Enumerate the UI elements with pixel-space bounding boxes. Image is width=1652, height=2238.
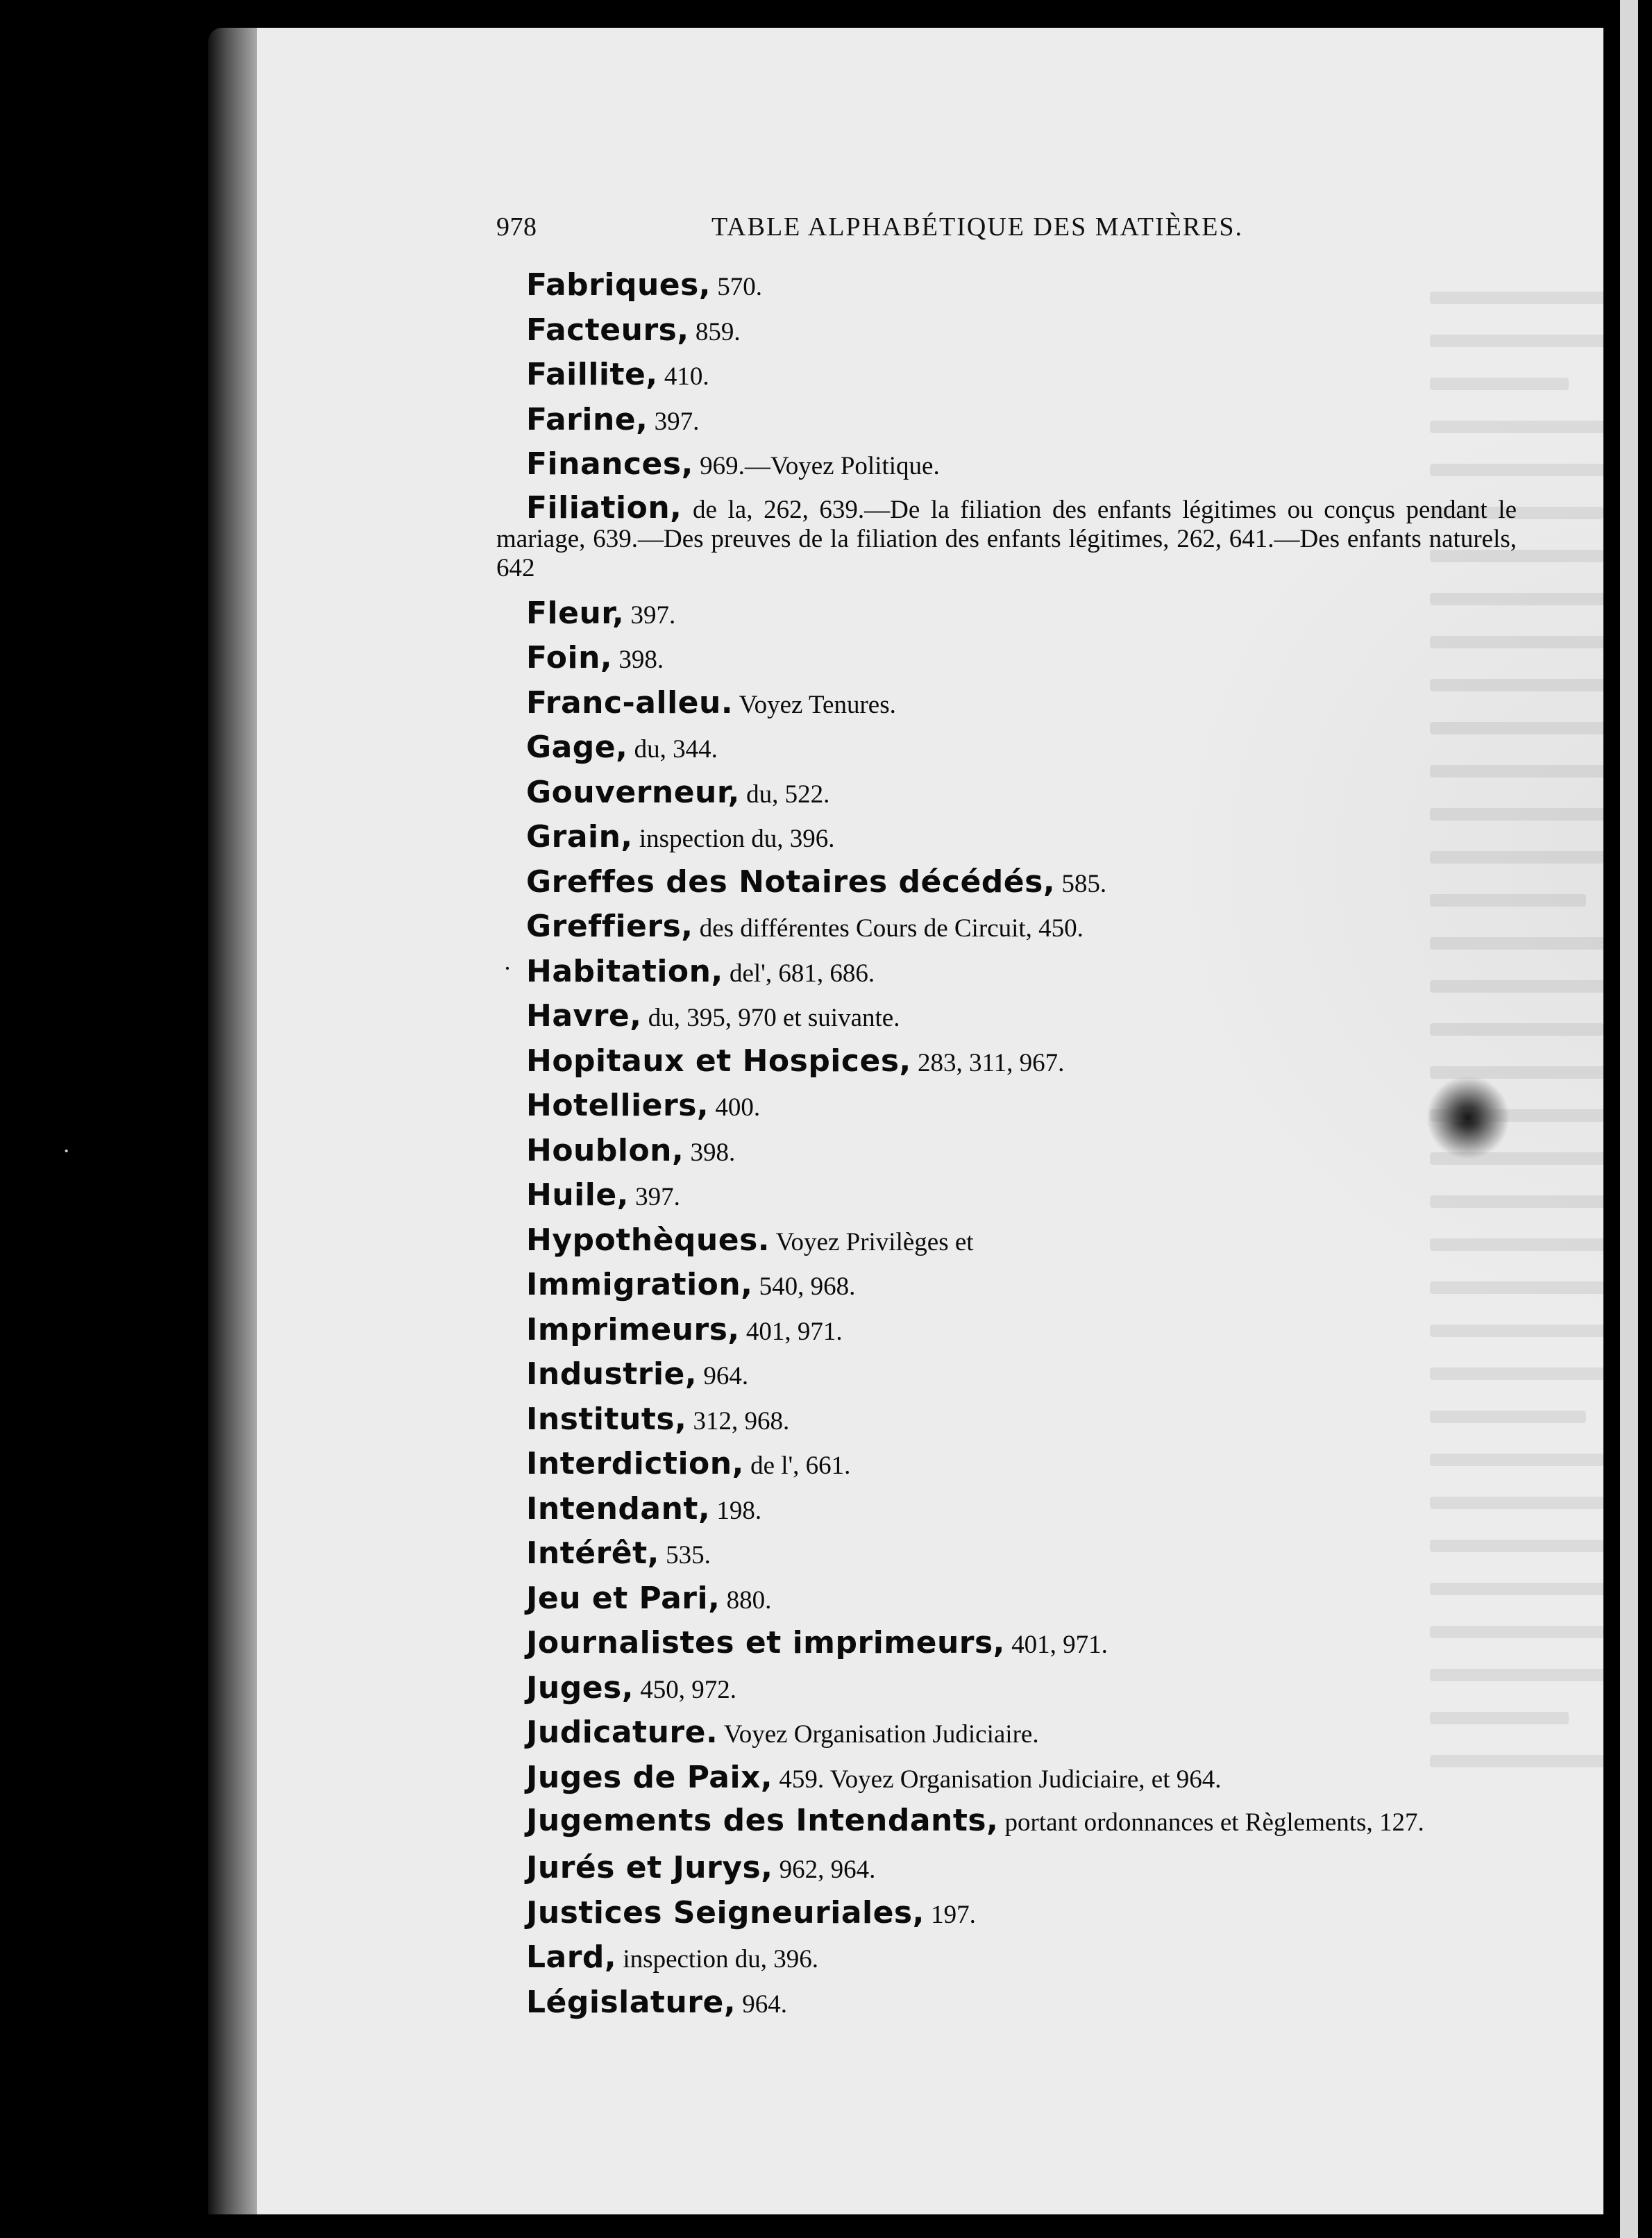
index-entry bbox=[496, 1174, 1517, 1219]
index-entry bbox=[496, 1398, 1517, 1443]
entry-pages: del', 681, 686. bbox=[723, 959, 875, 988]
index-entry bbox=[496, 1981, 1517, 2026]
entry-term: Fleur, bbox=[526, 595, 625, 631]
entry-pages: Voyez Privilèges et bbox=[770, 1227, 974, 1256]
entry-pages: 570. bbox=[711, 273, 763, 301]
entry-pages: 397. bbox=[648, 407, 700, 436]
entry-pages: 397. bbox=[624, 600, 676, 630]
entry-term: Facteurs, bbox=[526, 312, 689, 348]
index-entry bbox=[496, 1084, 1517, 1129]
entry-pages: Voyez Tenures. bbox=[733, 690, 896, 719]
entry-pages: 969.—Voyez Politique. bbox=[693, 452, 940, 480]
index-entry bbox=[496, 861, 1517, 906]
index-entry bbox=[496, 995, 1517, 1040]
entry-pages: du, 522. bbox=[739, 780, 830, 809]
index-entry bbox=[496, 488, 1517, 592]
entry-pages: inspection du, 396. bbox=[632, 825, 835, 853]
index-entry bbox=[496, 1488, 1517, 1533]
entry-pages: 535. bbox=[659, 1541, 711, 1570]
index-entry bbox=[496, 398, 1517, 444]
index-entry bbox=[496, 1711, 1517, 1756]
page-curl-edge bbox=[208, 28, 264, 2214]
entry-term: Jurés et Jurys, bbox=[526, 1850, 773, 1885]
entry-pages: portant ordonnances et Règlements, 127. bbox=[998, 1808, 1424, 1837]
index-entry bbox=[496, 443, 1517, 488]
index-entry bbox=[496, 1532, 1517, 1577]
index-entry bbox=[496, 726, 1517, 771]
index-entry bbox=[496, 1577, 1517, 1622]
entry-term: Instituts, bbox=[526, 1401, 687, 1437]
entry-term: Houblon, bbox=[526, 1132, 684, 1168]
next-page-edge bbox=[1620, 0, 1638, 2238]
entry-term: Gouverneur, bbox=[526, 774, 740, 810]
entry-term: Huile, bbox=[526, 1177, 629, 1213]
index-entry bbox=[496, 353, 1517, 398]
entry-term: Hotelliers, bbox=[526, 1088, 709, 1123]
entry-pages: 198. bbox=[710, 1496, 762, 1525]
entry-pages: 401, 971. bbox=[739, 1317, 843, 1346]
entry-term: Habitation, bbox=[526, 953, 723, 989]
margin-dot: · bbox=[503, 954, 512, 982]
page-number: 978 bbox=[496, 212, 537, 242]
entry-pages: 459. Voyez Organisation Judiciaire, et 964. bbox=[773, 1765, 1222, 1794]
entry-term: Journalistes et imprimeurs, bbox=[526, 1625, 1005, 1660]
index-entry bbox=[496, 771, 1517, 816]
index-entry bbox=[496, 1936, 1517, 1981]
entry-pages: 197. bbox=[924, 1900, 976, 1929]
index-entry bbox=[496, 637, 1517, 682]
scan-speck: · bbox=[62, 1138, 71, 1164]
index-entry bbox=[496, 905, 1517, 950]
entry-term: Farine, bbox=[526, 401, 648, 437]
entry-term: Intendant, bbox=[526, 1490, 711, 1526]
index-entry bbox=[496, 816, 1517, 861]
entry-term: Lard, bbox=[526, 1940, 617, 1975]
entry-pages: du, 344. bbox=[627, 735, 718, 764]
entry-term: Intérêt, bbox=[526, 1536, 659, 1571]
entry-term: Immigration, bbox=[526, 1267, 753, 1302]
index-entry bbox=[496, 1129, 1517, 1175]
index-entry bbox=[496, 309, 1517, 354]
index-entry bbox=[496, 1756, 1517, 1801]
index-entry bbox=[496, 1442, 1517, 1488]
entry-pages: des différentes Cours de Circuit, 450. bbox=[693, 914, 1084, 943]
index-entry bbox=[496, 1667, 1517, 1712]
entry-pages: 283, 311, 967. bbox=[911, 1048, 1065, 1077]
entry-term: Foin, bbox=[526, 640, 613, 675]
index-entry bbox=[496, 1263, 1517, 1309]
entry-term: Grain, bbox=[526, 819, 633, 855]
scan-left-margin bbox=[0, 0, 236, 2238]
entry-term: Greffiers, bbox=[526, 909, 693, 944]
entry-term: Finances, bbox=[526, 446, 693, 482]
entry-term: Législature, bbox=[526, 1984, 736, 2020]
entry-pages: de l', 661. bbox=[743, 1452, 851, 1480]
index-list bbox=[496, 264, 1517, 2026]
scan-right-margin bbox=[1603, 0, 1652, 2238]
entry-pages: 880. bbox=[720, 1585, 772, 1615]
entry-term: Fabriques, bbox=[526, 267, 711, 303]
entry-term: Gage, bbox=[526, 730, 628, 765]
entry-term: Jeu et Pari, bbox=[526, 1580, 720, 1616]
page-header bbox=[496, 212, 1326, 246]
index-entry bbox=[496, 592, 1517, 637]
index-entry bbox=[496, 1801, 1517, 1846]
index-entry bbox=[496, 1309, 1517, 1354]
entry-pages: 859. bbox=[689, 317, 741, 346]
entry-pages: 400. bbox=[709, 1093, 761, 1122]
entry-pages: 964. bbox=[697, 1362, 749, 1390]
entry-term: Justices Seigneuriales, bbox=[526, 1894, 925, 1930]
index-entry bbox=[496, 1622, 1517, 1667]
entry-pages: 312, 968. bbox=[686, 1406, 790, 1436]
entry-pages: de la, 262, 639.—De la filiation des enfants légitimes ou conçus pendant le mariage, 639.—Des preuves de la filiation des enfants légitimes, 262, 641.—Des enfants naturels, 642 bbox=[496, 495, 1517, 582]
entry-pages: 450, 972. bbox=[633, 1675, 736, 1704]
entry-term: Faillite, bbox=[526, 357, 658, 392]
entry-term: Franc-alleu. bbox=[526, 684, 734, 721]
entry-pages: 401, 971. bbox=[1004, 1631, 1108, 1659]
entry-pages: du, 395, 970 et suivante. bbox=[641, 1004, 900, 1032]
entry-term: Industrie, bbox=[526, 1356, 698, 1392]
entry-term: Havre, bbox=[526, 998, 642, 1034]
index-entry bbox=[496, 950, 1517, 995]
entry-term: Judicature. bbox=[526, 1715, 718, 1750]
entry-term: Hopitaux et Hospices, bbox=[526, 1043, 911, 1079]
entry-term: Juges, bbox=[526, 1669, 634, 1706]
entry-term: Jugements des Intendants, bbox=[526, 1803, 999, 1838]
entry-term: Filiation, bbox=[526, 489, 682, 525]
entry-pages: 410. bbox=[657, 362, 709, 391]
index-entry bbox=[496, 1040, 1517, 1085]
entry-pages: 585. bbox=[1055, 869, 1107, 898]
entry-pages: 397. bbox=[628, 1183, 680, 1211]
index-entry bbox=[496, 1219, 1517, 1264]
entry-pages: 540, 968. bbox=[752, 1272, 856, 1301]
index-entry bbox=[496, 1892, 1517, 1937]
entry-term: Hypothèques. bbox=[526, 1222, 770, 1258]
entry-term: Greffes des Notaires décédés, bbox=[526, 864, 1056, 900]
index-entry bbox=[496, 1846, 1517, 1892]
entry-term: Interdiction, bbox=[526, 1446, 744, 1481]
entry-pages: inspection du, 396. bbox=[616, 1945, 818, 1974]
entry-pages: 398. bbox=[612, 646, 664, 674]
page-title: TABLE ALPHABÉTIQUE DES MATIÈRES. bbox=[711, 212, 1244, 242]
index-entry bbox=[496, 682, 1517, 727]
entry-term: Juges de Paix, bbox=[526, 1759, 773, 1795]
entry-pages: 964. bbox=[736, 1989, 788, 2019]
entry-term: Imprimeurs, bbox=[526, 1311, 740, 1347]
entry-pages: Voyez Organisation Judiciaire. bbox=[718, 1720, 1039, 1749]
entry-pages: 962, 964. bbox=[773, 1856, 876, 1884]
entry-pages: 398. bbox=[684, 1138, 736, 1167]
index-entry bbox=[496, 264, 1517, 309]
index-entry bbox=[496, 1353, 1517, 1398]
